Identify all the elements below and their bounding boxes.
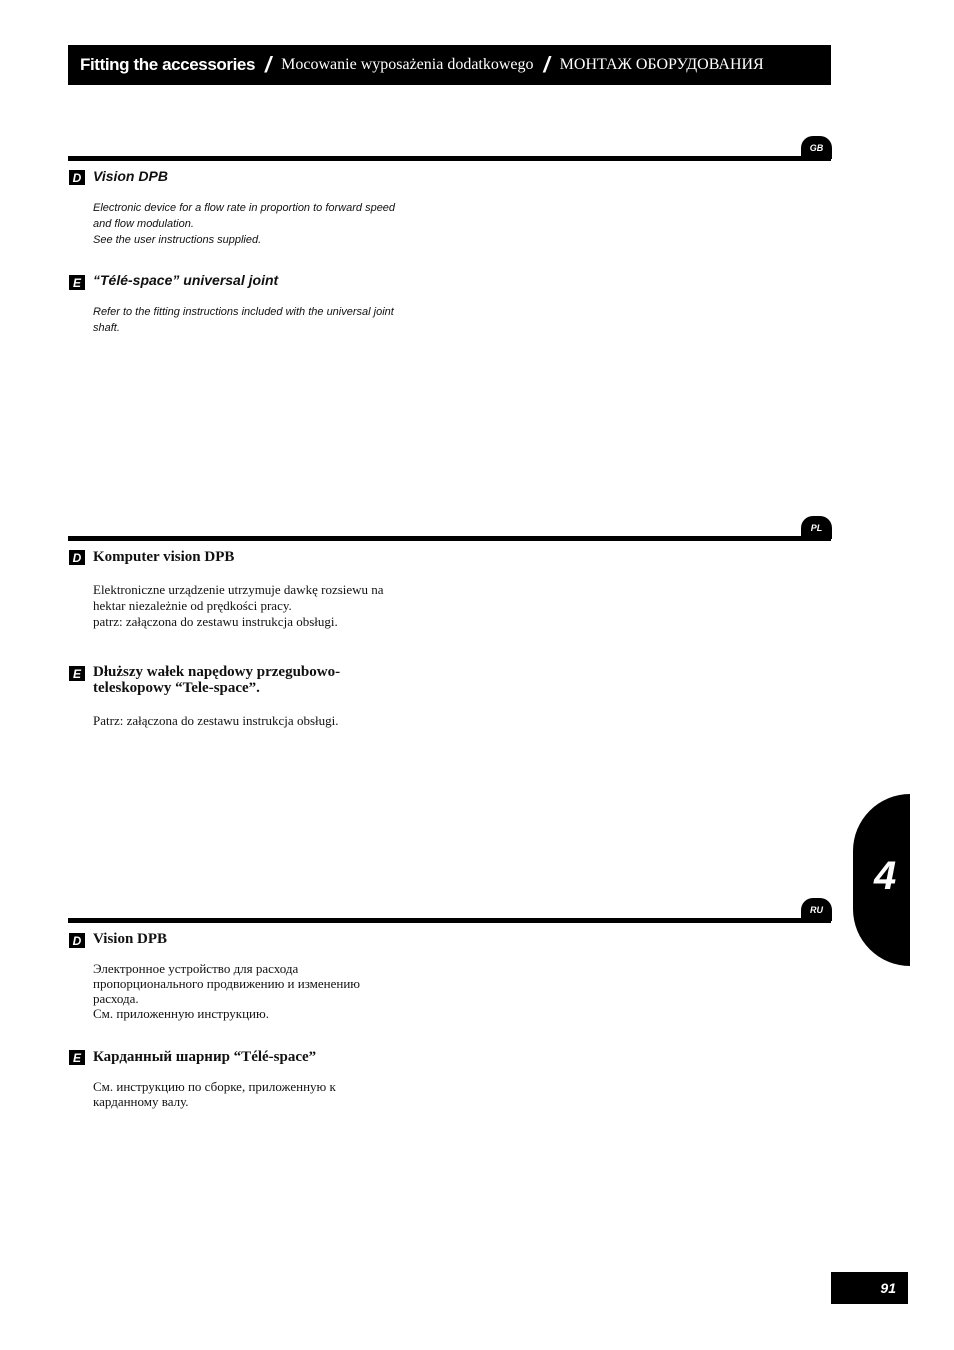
item-body: Электронное устройство для расхода пропорционального продвижению и изменению расхода. См. приложенную инструкцию.: [93, 961, 361, 1021]
section-divider-ru: [68, 918, 831, 923]
item-title: Карданный шарнир “Télé-space”: [93, 1049, 317, 1065]
item-title: Vision DPB: [93, 168, 168, 184]
header-title-en: Fitting the accessories: [80, 55, 256, 74]
item-title: “Télé-space” universal joint: [93, 272, 279, 288]
header-title-pl: Mocowanie wyposażenia dodatkowego: [281, 56, 534, 73]
item-letter-e: E: [69, 1050, 85, 1065]
page-number-label: 91: [880, 1280, 896, 1296]
section-divider-gb: [68, 156, 831, 161]
chapter-number: 4: [874, 854, 897, 898]
lang-badge-pl: PL: [801, 516, 832, 539]
header-separator: /: [543, 52, 550, 77]
item-title: Vision DPB: [93, 931, 168, 947]
item-letter-d: D: [69, 550, 85, 565]
lang-badge-ru: RU: [801, 898, 832, 921]
item-title: Komputer vision DPB: [93, 549, 235, 565]
item-body: Elektroniczne urządzenie utrzymuje dawkę rozsiewu na hektar niezależnie od prędkości pracy. patrz: załączona do zestawu instrukcja obsługi.: [93, 582, 384, 629]
page-header: [68, 45, 831, 85]
item-letter-e: E: [69, 275, 85, 290]
item-title: Dłuższy wałek napędowy przegubowo- teleskopowy “Tele-space”.: [93, 664, 341, 696]
header-title-ru: МОНТАЖ ОБОРУДОВАНИЯ: [559, 56, 764, 73]
item-body: Patrz: załączona do zestawu instrukcja obsługi.: [93, 713, 339, 728]
page-number: [831, 1272, 908, 1304]
item-body: Electronic device for a flow rate in proportion to forward speed and flow modulation. See the user instructions supplied.: [93, 202, 396, 246]
header-separator: /: [265, 52, 272, 77]
item-letter-d: D: [69, 170, 85, 185]
item-body: См. инструкцию по сборке, приложенную к карданному валу.: [93, 1079, 336, 1109]
item-letter-d: D: [69, 933, 85, 948]
item-body: Refer to the fitting instructions included with the universal joint shaft.: [93, 306, 394, 334]
item-letter-e: E: [69, 666, 85, 681]
lang-badge-gb: GB: [801, 136, 832, 159]
section-divider-pl: [68, 536, 831, 541]
